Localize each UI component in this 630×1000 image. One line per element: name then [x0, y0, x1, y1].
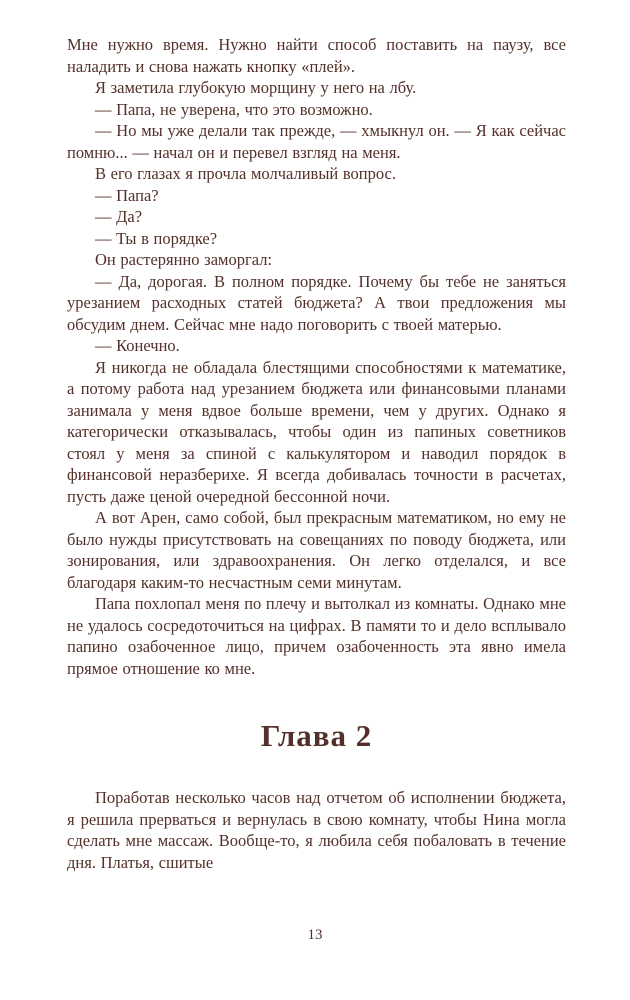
paragraph: — Но мы уже делали так прежде, — хмыкнул он. — Я как сейчас помню... — начал он и перевел взгляд на меня. [67, 121, 566, 162]
paragraph: — Папа, не уверена, что это возможно. [95, 99, 373, 119]
paragraph: — Ты в порядке? [95, 228, 218, 248]
paragraph: — Да? [95, 207, 143, 226]
text-block [67, 34, 566, 873]
paragraph: — Конечно. [95, 336, 180, 355]
paragraph: Поработав несколько часов над отчетом об исполнении бюджета, я решила прерваться и вернулась в свою комнату, чтобы Нина могла сделать мне массаж. Вообще-то, я любила себя побаловать в течение дня. Платья, сшитые [67, 788, 566, 872]
paragraph: Папа похлопал меня по плечу и вытолкал из комнаты. Однако мне не удалось сосредоточиться на цифрах. В памяти то и дело всплывало папино озабоченное лицо, причем озабоченность эта явно имела прямое отношение ко мне. [67, 594, 566, 678]
paragraph: Он растерянно заморгал: [95, 250, 273, 269]
paragraph: Я заметила глубокую морщину у него на лбу. [95, 78, 417, 97]
paragraph: — Да, дорогая. В полном порядке. Почему бы тебе не заняться урезанием расходных статей бюджета? А твои предложения мы обсудим днем. Сейчас мне надо поговорить с твоей матерью. [67, 271, 566, 334]
paragraph: — Папа? [95, 185, 159, 205]
page-number: 13 [307, 927, 323, 943]
paragraph: В его глазах я прочла молчаливый вопрос. [95, 164, 396, 183]
paragraph: Мне нужно время. Нужно найти способ поставить на паузу, все наладить и снова нажать кнопку «плей». [67, 35, 566, 76]
paragraph: А вот Арен, само собой, был прекрасным математиком, но ему не было нужды присутствовать на совещаниях по поводу бюджета, или зонирования, или здравоохранения. Он легко отделался, и все благодаря каким-то несчастным семи минутам. [67, 508, 566, 592]
chapter-heading: Глава 2 [260, 718, 373, 753]
paragraph: Я никогда не обладала блестящими способностями к математике, а потому работа над урезанием бюджета или финансовыми планами занимала у меня вдвое больше времени, чем у других. Однако я категорически отказывалась, чтобы один из папиных советников стоял у меня за спиной с калькулятором и наводил порядок в финансовой неразберихе. Я всегда добивалась точности в расчетах, пусть даже ценой очередной бессонной ночи. [67, 357, 566, 506]
